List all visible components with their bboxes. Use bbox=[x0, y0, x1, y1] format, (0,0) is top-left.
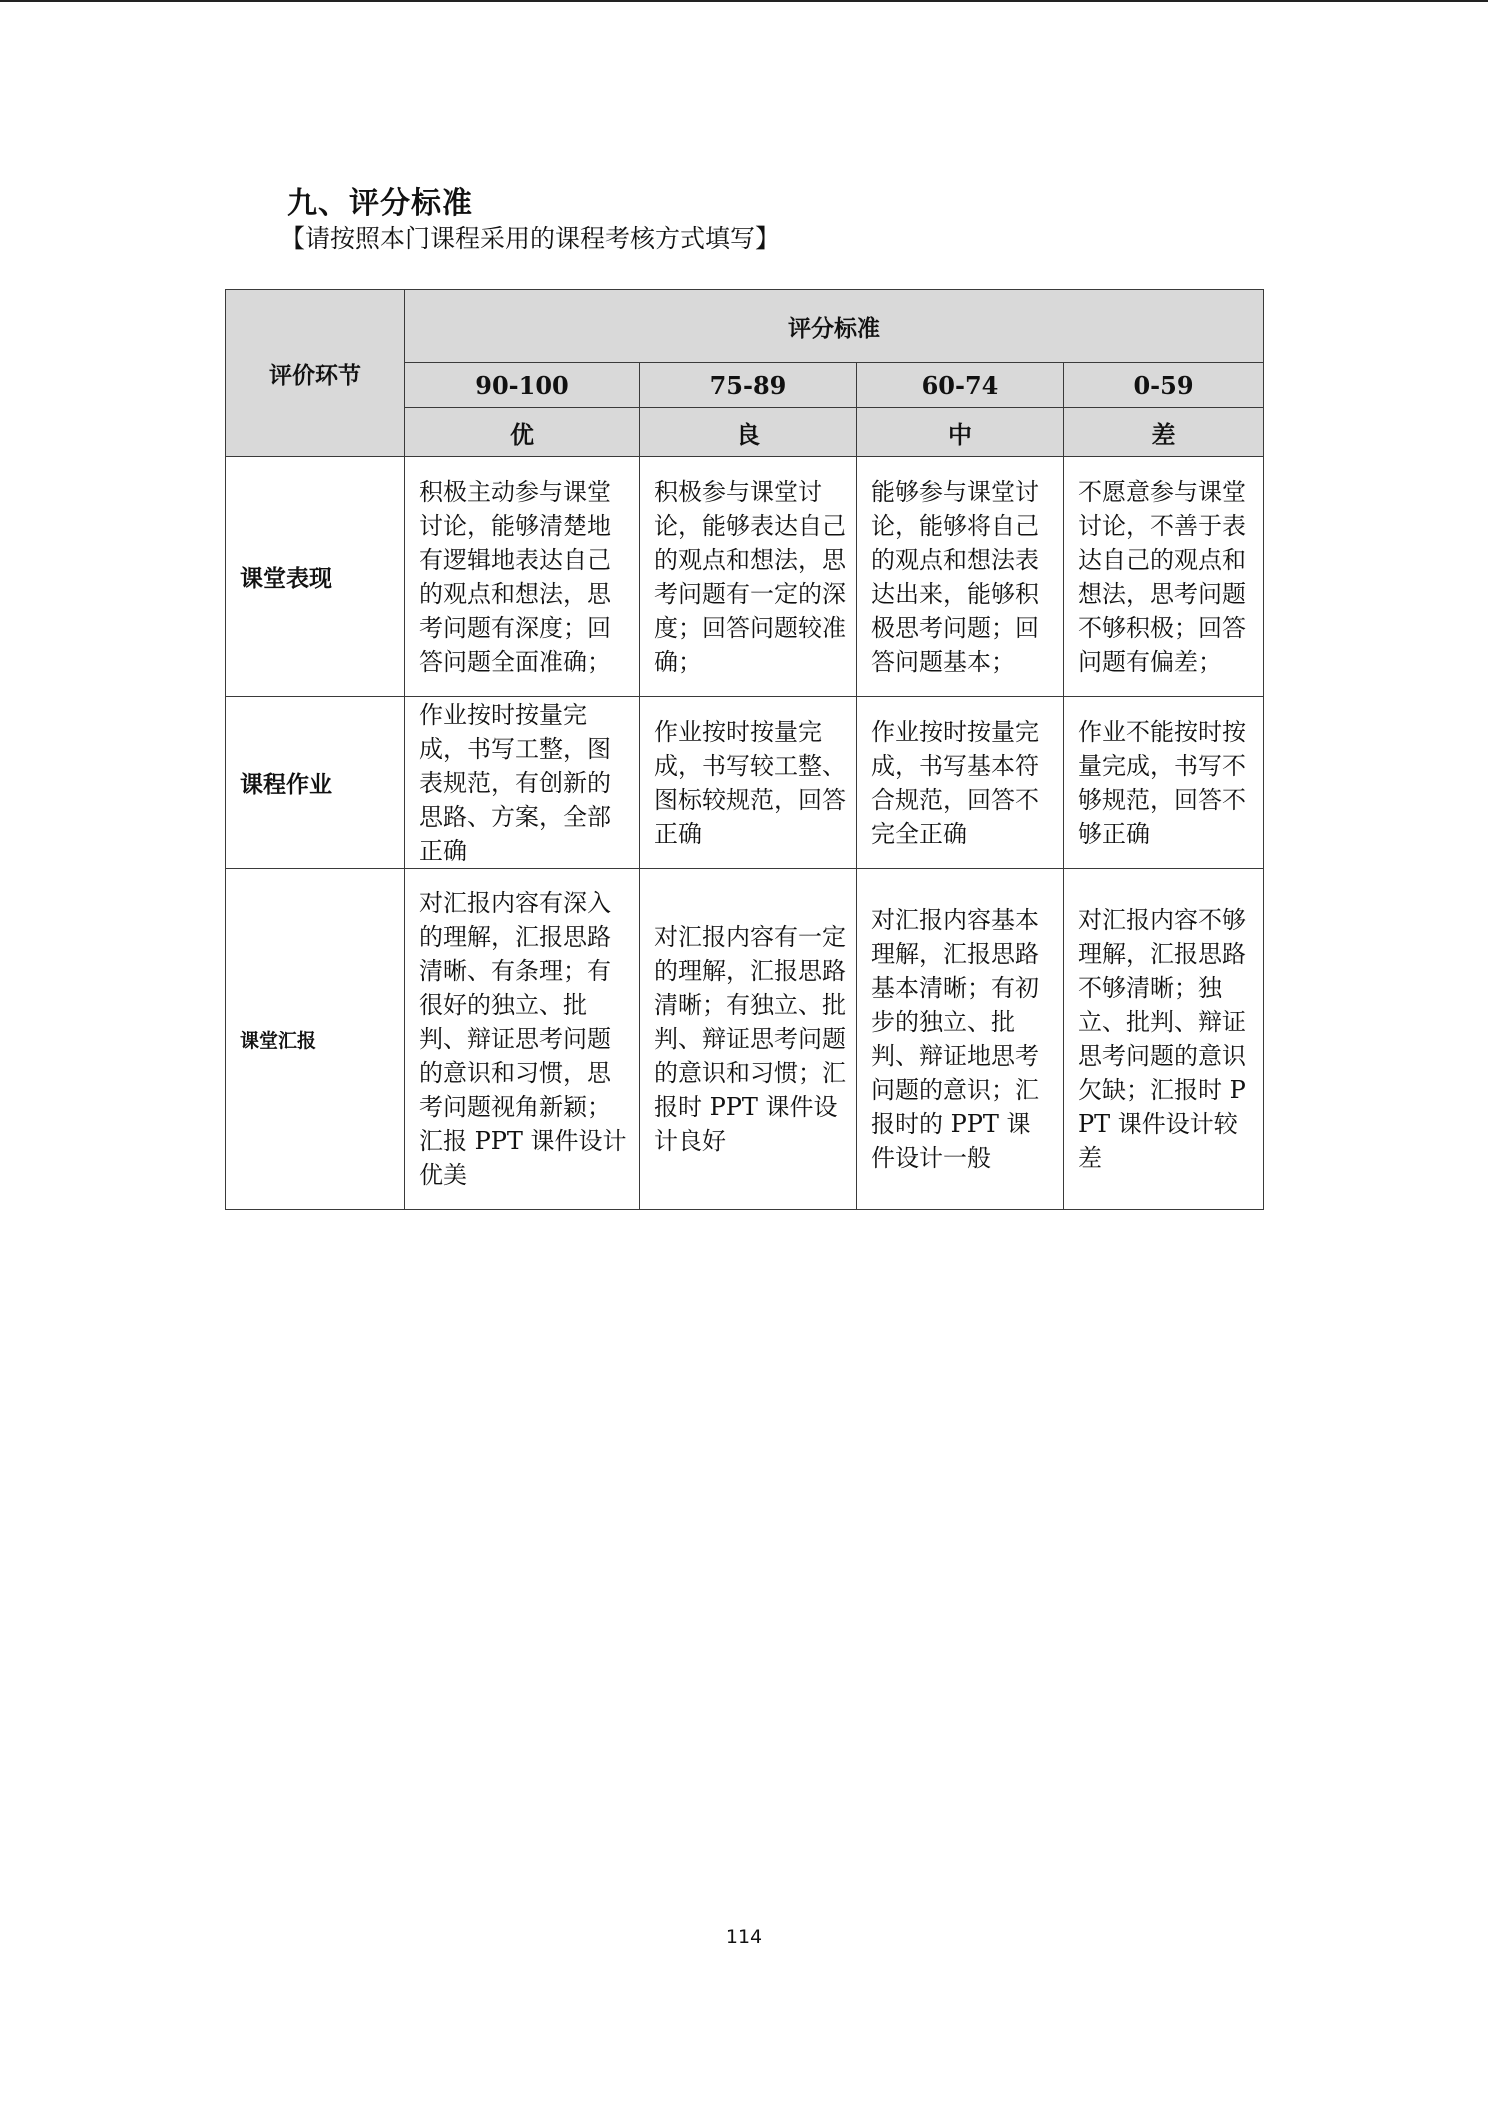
row-label-coursework: 课程作业 bbox=[226, 697, 405, 869]
criteria-cell: 不愿意参与课堂讨论，不善于表达自己的观点和想法，思考问题不够积极；回答问题有偏差； bbox=[1064, 457, 1264, 697]
header-grade: 良 bbox=[640, 408, 857, 457]
criteria-cell: 作业按时按量完成，书写较工整、图标较规范，回答正确 bbox=[640, 697, 857, 869]
header-grade: 差 bbox=[1064, 408, 1264, 457]
criteria-cell: 作业按时按量完成，书写基本符合规范，回答不完全正确 bbox=[857, 697, 1064, 869]
criteria-cell: 积极参与课堂讨论，能够表达自己的观点和想法，思考问题有一定的深度；回答问题较准确； bbox=[640, 457, 857, 697]
header-score-range: 60-74 bbox=[857, 363, 1064, 408]
section-note: 【请按照本门课程采用的课程考核方式填写】 bbox=[280, 224, 781, 253]
header-score-range: 0-59 bbox=[1064, 363, 1264, 408]
table-row bbox=[226, 869, 1264, 1210]
header-grade: 优 bbox=[405, 408, 640, 457]
criteria-cell: 对汇报内容有一定的理解，汇报思路清晰；有独立、批判、辩证思考问题的意识和习惯；汇报时 PPT 课件设计良好 bbox=[640, 869, 857, 1210]
page-number: 114 bbox=[725, 1926, 763, 1948]
header-grade: 中 bbox=[857, 408, 1064, 457]
table-header-row-group bbox=[226, 290, 1264, 363]
criteria-cell: 作业按时按量完成，书写工整，图表规范，有创新的思路、方案，全部正确 bbox=[405, 697, 640, 869]
header-evaluation-stage: 评价环节 bbox=[226, 290, 405, 457]
criteria-cell: 作业不能按时按量完成，书写不够规范，回答不够正确 bbox=[1064, 697, 1264, 869]
header-score-range: 75-89 bbox=[640, 363, 857, 408]
grading-criteria-table bbox=[225, 289, 1264, 1210]
criteria-cell: 积极主动参与课堂讨论，能够清楚地有逻辑地表达自己的观点和想法，思考问题有深度；回答问题全面准确； bbox=[405, 457, 640, 697]
row-label-class-performance: 课堂表现 bbox=[226, 457, 405, 697]
section-title: 九、评分标准 bbox=[287, 186, 473, 221]
table-row bbox=[226, 697, 1264, 869]
criteria-cell: 对汇报内容基本理解，汇报思路基本清晰；有初步的独立、批判、辩证地思考问题的意识；汇报时的 PPT 课件设计一般 bbox=[857, 869, 1064, 1210]
header-score-range: 90-100 bbox=[405, 363, 640, 408]
criteria-cell: 对汇报内容有深入的理解，汇报思路清晰、有条理；有很好的独立、批判、辩证思考问题的意识和习惯，思考问题视角新颖；汇报 PPT 课件设计优美 bbox=[405, 869, 640, 1210]
criteria-cell: 能够参与课堂讨论，能够将自己的观点和想法表达出来，能够积极思考问题；回答问题基本； bbox=[857, 457, 1064, 697]
criteria-cell: 对汇报内容不够理解，汇报思路不够清晰；独立、批判、辩证思考问题的意识欠缺；汇报时 PPT 课件设计较差 bbox=[1064, 869, 1264, 1210]
header-grading-criteria: 评分标准 bbox=[405, 290, 1264, 363]
row-label-class-presentation: 课堂汇报 bbox=[226, 869, 405, 1210]
page-top-rule bbox=[0, 0, 1488, 2]
table-row bbox=[226, 457, 1264, 697]
